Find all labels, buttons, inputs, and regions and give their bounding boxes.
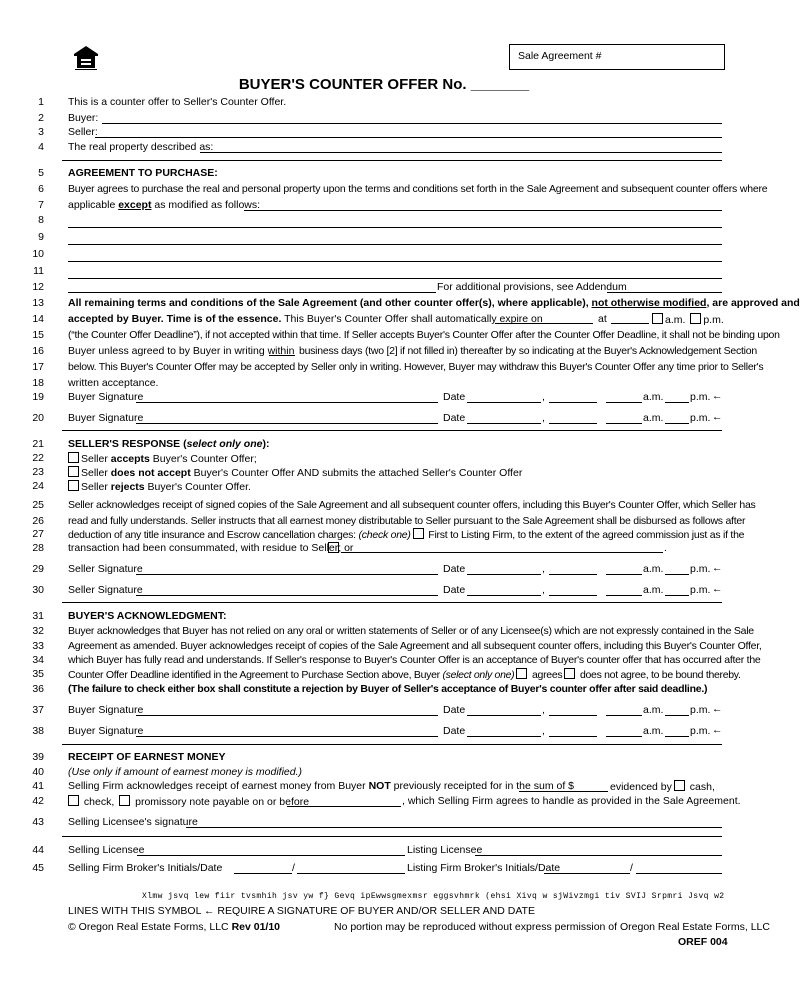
seller-signature-field[interactable] — [136, 574, 438, 575]
selling-licensee-signature-field[interactable] — [186, 827, 722, 828]
selling-broker-date-field[interactable] — [297, 873, 405, 874]
line-number: 37 — [32, 704, 44, 716]
line-number: 14 — [32, 313, 44, 325]
listing-broker-date-field[interactable] — [636, 873, 722, 874]
date-field[interactable] — [467, 402, 541, 403]
arrow-icon: ← — [712, 724, 723, 736]
line-number: 8 — [38, 214, 44, 226]
time-field[interactable] — [606, 402, 642, 403]
slash: / — [292, 862, 295, 874]
other-disbursement-field[interactable] — [341, 552, 663, 553]
line-number: 10 — [32, 248, 44, 260]
line-number: 42 — [32, 795, 44, 807]
arrow-icon: ← — [712, 390, 723, 402]
line-number: 29 — [32, 563, 44, 575]
selling-licensee-field[interactable] — [137, 855, 405, 856]
reproduction-notice: No portion may be reproduced without express permission of Oregon Real Estate Forms, LLC — [334, 921, 770, 933]
modification-field[interactable] — [68, 227, 722, 228]
date-field[interactable] — [467, 736, 541, 737]
arrow-icon: ← — [712, 562, 723, 574]
line-number: 17 — [32, 361, 44, 373]
line-number: 15 — [32, 329, 44, 341]
earnest-text: check, promissory note payable on or before — [66, 795, 309, 808]
date-field[interactable] — [467, 574, 541, 575]
earnest-text: evidenced by cash, — [610, 781, 715, 793]
terms-text: (“the Counter Offer Deadline”), if not accepted within that time. If Seller accepts Buyer's Counter Offer after the Counter Offer Deadline, it shall not be binding upon — [68, 329, 780, 341]
line-number: 26 — [32, 515, 44, 527]
buyer-signature-label: Buyer Signature — [68, 725, 144, 737]
am-label: a.m. — [643, 704, 664, 716]
am-pm-choice: a.m. p.m. — [650, 313, 724, 326]
line-number: 45 — [32, 862, 44, 874]
time-field[interactable] — [606, 715, 642, 716]
intro-line: This is a counter offer to Seller's Counter Offer. — [68, 96, 287, 108]
at-label: at — [598, 313, 607, 325]
buyer-label: Buyer: — [68, 112, 99, 124]
earnest-text: , which Selling Firm agrees to handle as provided in the Sale Agreement. — [402, 795, 741, 807]
line-number: 39 — [32, 751, 44, 763]
buyer-signature-label: Buyer Signature — [68, 391, 144, 403]
line-number: 18 — [32, 377, 44, 389]
expire-date-field[interactable] — [495, 323, 593, 324]
listing-firm-checkbox[interactable] — [413, 528, 424, 539]
other-checkbox[interactable] — [328, 542, 339, 553]
buyer-ack-text: Agreement as amended. Buyer acknowledges receipt of copies of the Sale Agreement and all subsequent counter offers, including this Buyer's Counter Offer, — [68, 640, 762, 652]
year-field[interactable] — [549, 402, 597, 403]
listing-licensee-label: Listing Licensee — [407, 844, 483, 856]
line-number: 23 — [32, 466, 44, 478]
purchase-text: applicable except as modified as follows: — [68, 199, 261, 211]
terms-text: business days (two [2] if not filled in) thereafter by so indicating at the Buyer's Acknowledgement Section — [299, 345, 757, 357]
section-heading-purchase: AGREEMENT TO PURCHASE: — [68, 167, 218, 179]
year-field[interactable] — [549, 715, 597, 716]
expire-time-field[interactable] — [611, 323, 649, 324]
seller-does-not-accept-option[interactable]: Seller does not accept Buyer's Counter Offer AND submits the attached Seller's Counter Offer — [66, 466, 522, 479]
line-number: 20 — [32, 412, 44, 424]
line-number: 40 — [32, 766, 44, 778]
seller-ack-text: transaction had been consummated, with residue to Seller; or — [68, 542, 354, 554]
buyer-signature-field[interactable] — [136, 736, 438, 737]
copyright: © Oregon Real Estate Forms, LLC Rev 01/10 — [68, 921, 281, 933]
expire-line: accepted by Buyer. Time is of the essence. This Buyer's Counter Offer shall automatically expire on — [68, 313, 543, 325]
earnest-amount-field[interactable] — [519, 791, 608, 792]
listing-licensee-field[interactable] — [475, 855, 722, 856]
seller-accepts-option[interactable]: Seller accepts Buyer's Counter Offer; — [66, 452, 257, 465]
line-number: 30 — [32, 584, 44, 596]
pm-field[interactable] — [665, 595, 689, 596]
line-number: 22 — [32, 452, 44, 464]
line-number: 28 — [32, 542, 44, 554]
line-number: 2 — [38, 112, 44, 124]
seller-signature-label: Seller Signature — [68, 563, 143, 575]
selling-licensee-signature-label: Selling Licensee's signature — [68, 816, 198, 828]
pm-label: p.m. — [690, 725, 711, 737]
property-label: The real property described as: — [68, 141, 214, 153]
date-field[interactable] — [467, 423, 541, 424]
line-number: 7 — [38, 199, 44, 211]
pm-field[interactable] — [665, 736, 689, 737]
line-number: 44 — [32, 844, 44, 856]
divider — [62, 602, 722, 603]
am-label: a.m. — [643, 391, 664, 403]
year-field[interactable] — [549, 423, 597, 424]
pm-label: p.m. — [690, 412, 711, 424]
garbled-notice: Xlmw jsvq lew fiir tvsmhih jsv yw f} Gevq ipEwwsgmexmsr eggsvhmrk (ehsi Xivq w sjWivzmgi tiv SVIJ Srpmri Jsvq w2 — [142, 892, 725, 901]
line-number: 27 — [32, 528, 44, 540]
line-number: 19 — [32, 391, 44, 403]
business-days-field[interactable] — [269, 355, 295, 356]
line-number: 34 — [32, 654, 44, 666]
comma: , — [542, 725, 545, 737]
line-number: 38 — [32, 725, 44, 737]
does-not-agree-checkbox[interactable] — [564, 668, 575, 679]
line-number: 6 — [38, 183, 44, 195]
buyer-signature-field[interactable] — [136, 423, 438, 424]
purchase-text: Buyer agrees to purchase the real and personal property upon the terms and conditions set forth in the Sale Agreement and subsequent counter offers where — [68, 183, 768, 195]
line-number: 16 — [32, 345, 44, 357]
date-field[interactable] — [467, 715, 541, 716]
line-number: 25 — [32, 499, 44, 511]
other-disbursement — [326, 542, 341, 555]
line-number: 11 — [33, 265, 44, 277]
seller-ack-text: read and fully understands. Seller instructs that all earnest money distributable to Seller pursuant to the Sale Agreement shall be disbursed as follows after — [68, 515, 746, 527]
year-field[interactable] — [549, 595, 597, 596]
date-label: Date — [443, 725, 466, 737]
buyer-ack-text: Counter Offer Deadline identified in the Agreement to Purchase Section above, Buyer (select only one) agrees does not agree, to be bound thereby. — [68, 669, 741, 681]
earnest-text: Selling Firm acknowledges receipt of earnest money from Buyer NOT previously receipted for in the sum of $ — [68, 780, 574, 792]
check-checkbox[interactable] — [68, 795, 79, 806]
line-number: 5 — [38, 167, 44, 179]
cash-checkbox[interactable] — [674, 780, 685, 791]
buyer-ack-text: (The failure to check either box shall constitute a rejection by Buyer of Seller's acceptance of Buyer's counter offer after said deadline.) — [68, 683, 708, 695]
arrow-icon: ← — [712, 583, 723, 595]
equal-housing-logo — [72, 44, 100, 72]
note-date-field[interactable] — [287, 806, 401, 807]
agrees-checkbox[interactable] — [516, 668, 527, 679]
line-number: 41 — [32, 780, 44, 792]
seller-signature-field[interactable] — [136, 595, 438, 596]
date-label: Date — [443, 704, 466, 716]
year-field[interactable] — [549, 736, 597, 737]
listing-broker-label: Listing Firm Broker's Initials/Date — [407, 862, 561, 874]
modification-field[interactable] — [68, 261, 722, 262]
seller-signature-label: Seller Signature — [68, 584, 143, 596]
addendum-field[interactable] — [607, 292, 722, 293]
section-heading-seller-response: SELLER'S RESPONSE (select only one): — [68, 438, 270, 450]
time-field[interactable] — [606, 736, 642, 737]
terms-text: All remaining terms and conditions of the Sale Agreement (and other counter offer(s), where applicable), not otherwise modified, are approved and — [68, 297, 800, 309]
selling-broker-label: Selling Firm Broker's Initials/Date — [68, 862, 223, 874]
seller-ack-text: deduction of any title insurance and Escrow cancellation charges: (check one) First to Listing Firm, to the extent of the agreed commission just as if the — [68, 529, 745, 541]
date-field[interactable] — [467, 595, 541, 596]
selling-broker-initials-field[interactable] — [234, 873, 292, 874]
property-field[interactable] — [200, 152, 722, 153]
accepts-checkbox[interactable] — [68, 452, 79, 463]
does-not-accept-checkbox[interactable] — [68, 466, 79, 477]
listing-broker-initials-field[interactable] — [544, 873, 630, 874]
time-field[interactable] — [606, 423, 642, 424]
pm-label: p.m. — [690, 391, 711, 403]
arrow-icon: ← — [712, 703, 723, 715]
seller-rejects-option[interactable]: Seller rejects Buyer's Counter Offer. — [66, 480, 251, 493]
line-number: 33 — [32, 640, 44, 652]
modification-field[interactable] — [68, 244, 722, 245]
date-label: Date — [443, 412, 466, 424]
terms-text: Buyer unless agreed to by Buyer in writing within — [68, 345, 295, 357]
year-field[interactable] — [549, 574, 597, 575]
line-number: 43 — [32, 816, 44, 828]
pm-label: p.m. — [690, 563, 711, 575]
am-label: a.m. — [643, 584, 664, 596]
comma: , — [542, 412, 545, 424]
line-number: 24 — [32, 480, 44, 492]
pm-field[interactable] — [665, 715, 689, 716]
selling-licensee-label: Selling Licensee — [68, 844, 145, 856]
line-number: 13 — [32, 297, 44, 309]
line-number: 12 — [32, 281, 44, 293]
line-number: 35 — [32, 668, 44, 680]
line-number: 21 — [32, 438, 44, 450]
date-label: Date — [443, 563, 466, 575]
pm-label: p.m. — [690, 704, 711, 716]
pm-field[interactable] — [665, 423, 689, 424]
buyer-signature-label: Buyer Signature — [68, 704, 144, 716]
buyer-signature-label: Buyer Signature — [68, 412, 144, 424]
modification-field[interactable] — [244, 210, 722, 211]
terms-text: written acceptance. — [68, 377, 159, 389]
form-title: BUYER'S COUNTER OFFER No. _______ — [238, 76, 530, 93]
arrow-icon: ← — [203, 905, 215, 917]
symbol-notice: LINES WITH THIS SYMBOL ← REQUIRE A SIGNATURE OF BUYER AND/OR SELLER AND DATE — [68, 905, 535, 917]
section-heading-earnest: RECEIPT OF EARNEST MONEY — [68, 751, 226, 763]
time-field[interactable] — [606, 595, 642, 596]
time-field[interactable] — [606, 574, 642, 575]
addendum-label: For additional provisions, see Addendum — [437, 281, 627, 293]
buyer-signature-field[interactable] — [136, 402, 438, 403]
seller-ack-text: Seller acknowledges receipt of signed copies of the Sale Agreement and all subsequent counter offers, including this Buyer's Counter Offer, which Seller has — [68, 499, 756, 511]
slash: / — [630, 862, 633, 874]
line-number: 32 — [32, 625, 44, 637]
buyer-field[interactable] — [102, 123, 722, 124]
am-label: a.m. — [643, 412, 664, 424]
earnest-note: (Use only if amount of earnest money is modified.) — [68, 766, 303, 778]
am-checkbox[interactable] — [652, 313, 663, 324]
seller-label: Seller: — [68, 126, 98, 138]
sale-agreement-box[interactable] — [509, 44, 725, 70]
seller-field[interactable] — [95, 137, 722, 138]
divider — [62, 160, 722, 161]
form-id: OREF 004 — [678, 936, 728, 948]
pm-field[interactable] — [665, 574, 689, 575]
pm-field[interactable] — [665, 402, 689, 403]
line-number: 4 — [38, 141, 44, 153]
modification-field[interactable] — [68, 278, 722, 279]
date-label: Date — [443, 391, 466, 403]
comma: , — [542, 704, 545, 716]
section-heading-buyer-ack: BUYER'S ACKNOWLEDGMENT: — [68, 610, 227, 622]
line-number: 31 — [32, 610, 44, 622]
promissory-note-checkbox[interactable] — [119, 795, 130, 806]
rejects-checkbox[interactable] — [68, 480, 79, 491]
sale-agreement-label: Sale Agreement # — [518, 50, 602, 62]
comma: , — [542, 563, 545, 575]
divider — [62, 744, 722, 745]
divider — [62, 836, 722, 837]
divider — [62, 430, 722, 431]
modification-field[interactable] — [68, 292, 436, 293]
line-number: 9 — [38, 231, 44, 243]
comma: , — [542, 391, 545, 403]
pm-label: p.m. — [690, 584, 711, 596]
arrow-icon: ← — [712, 411, 723, 423]
period: . — [664, 542, 667, 554]
comma: , — [542, 584, 545, 596]
buyer-signature-field[interactable] — [136, 715, 438, 716]
am-label: a.m. — [643, 563, 664, 575]
terms-text: below. This Buyer's Counter Offer may be accepted by Seller only in writing. However, Buyer may withdraw this Buyer's Counter Offer any time prior to Seller's — [68, 361, 764, 373]
pm-checkbox[interactable] — [690, 313, 701, 324]
line-number: 36 — [32, 683, 44, 695]
line-number: 1 — [38, 96, 44, 108]
line-number: 3 — [38, 126, 44, 138]
buyer-ack-text: which Buyer has fully read and understands. If Seller's response to Buyer's Counter Offer is an acceptance of Buyer's counter offer that has occurred after the — [68, 654, 761, 666]
buyer-ack-text: Buyer acknowledges that Buyer has not relied on any oral or written statements of Seller or of any Licensee(s) which are not expressly contained in the Sale — [68, 625, 754, 637]
date-label: Date — [443, 584, 466, 596]
am-label: a.m. — [643, 725, 664, 737]
